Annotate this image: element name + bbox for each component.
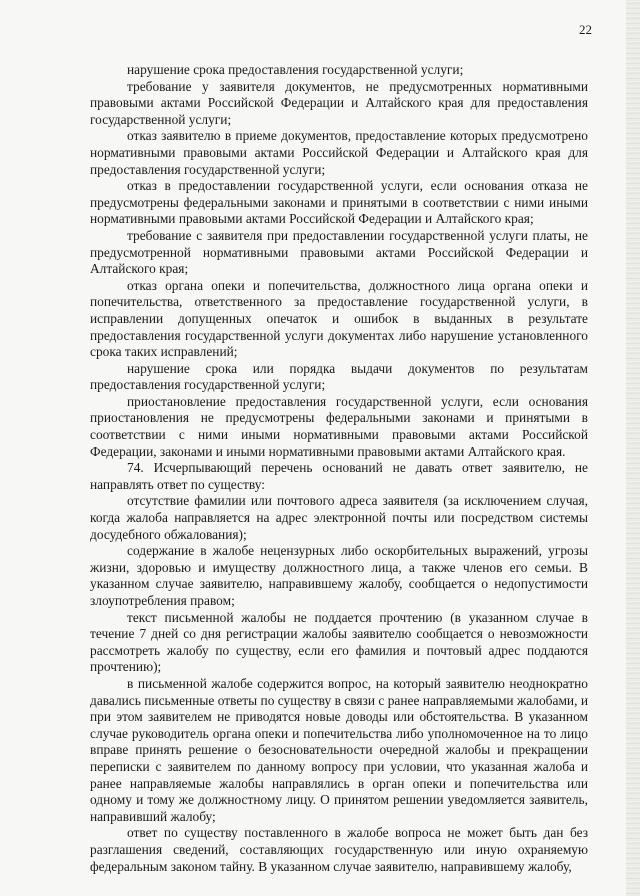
paragraph: нарушение срока или порядка выдачи документов по результатам предоставления государственной услуги; xyxy=(90,360,588,393)
document-body xyxy=(90,62,588,875)
paragraph: отказ заявителю в приеме документов, предоставление которых предусмотрено нормативными правовыми актами Российской Федерации и Алтайского края для предоставления государственной услуги; xyxy=(90,128,588,177)
paragraph: содержание в жалобе нецензурных либо оскорбительных выражений, угрозы жизни, здоровью и имуществу должностного лица, а также членов его семьи. В указанном случае заявителю, направившему жалобу, сообщается о недопустимости злоупотребления правом; xyxy=(90,543,588,608)
paragraph: требование с заявителя при предоставлении государственной услуги платы, не предусмотренной нормативными правовыми актами Российской Федерации и Алтайского края; xyxy=(90,227,588,277)
paragraph: приостановление предоставления государственной услуги, если основания приостановления не предусмотрены федеральными законами и принятыми в соответствии с ними иными нормативными правовыми актами Российской Федерации, законами и иными нормативными правовыми актами Алтайского края. xyxy=(90,393,588,459)
paragraph: нарушение срока предоставления государственной услуги; xyxy=(127,62,464,77)
paragraph: ответ по существу поставленного в жалобе вопроса не может быть дан без разглашения сведений, составляющих государственную или иную охраняемую федеральным законом тайну. В указанном случае заявителю, направившему жалобу, xyxy=(90,825,588,874)
paragraph: отказ органа опеки и попечительства, должностного лица органа опеки и попечительства, ответственного за предоставление государственной услуги, в исправлении допущенных опечаток и ошибок в выданных в результате предоставления государственной услуги документах либо нарушение установленного срока таких исправлений; xyxy=(90,277,588,360)
paragraph: в письменной жалобе содержится вопрос, на который заявителю неоднократно давались письменные ответы по существу в связи с ранее направляемыми жалобами, и при этом заявителем не приводятся новые доводы или обстоятельства. В указанном случае руководитель органа опеки и попечительства либо уполномоченное на то лицо вправе принять решение о безосновательности очередной жалобы и прекращении переписки с заявителем по данному вопросу при условии, что указанная жалоба и ранее направляемые жалобы направлялись в орган опеки и попечительства или одному и тому же должностному лицу. О принятом решении уведомляется заявитель, направивший жалобу; xyxy=(90,675,588,824)
paragraph: отсутствие фамилии или почтового адреса заявителя (за исключением случая, когда жалоба направляется на адрес электронной почты или посредством системы досудебного обжалования); xyxy=(90,493,588,542)
scan-edge xyxy=(626,0,640,896)
page-number: 22 xyxy=(579,22,592,37)
paragraph: отказ в предоставлении государственной услуги, если основания отказа не предусмотрены федеральными законами и принятыми в соответствии с ними иными нормативными правовыми актами Российской Федерации и Алтайского края; xyxy=(90,178,588,227)
paragraph-item-74: 74. Исчерпывающий перечень оснований не давать ответ заявителю, не направлять ответ по существу: xyxy=(90,460,588,492)
paragraph: текст письменной жалобы не поддается прочтению (в указанном случае в течение 7 дней со дня регистрации жалобы заявителю сообщается о невозможности рассмотреть жалобу по существу, если его фамилия и почтовый адрес поддаются прочтению); xyxy=(90,609,588,675)
paragraph: требование у заявителя документов, не предусмотренных нормативными правовыми актами Российской Федерации и Алтайского края для предоставления государственной услуги; xyxy=(90,78,588,127)
